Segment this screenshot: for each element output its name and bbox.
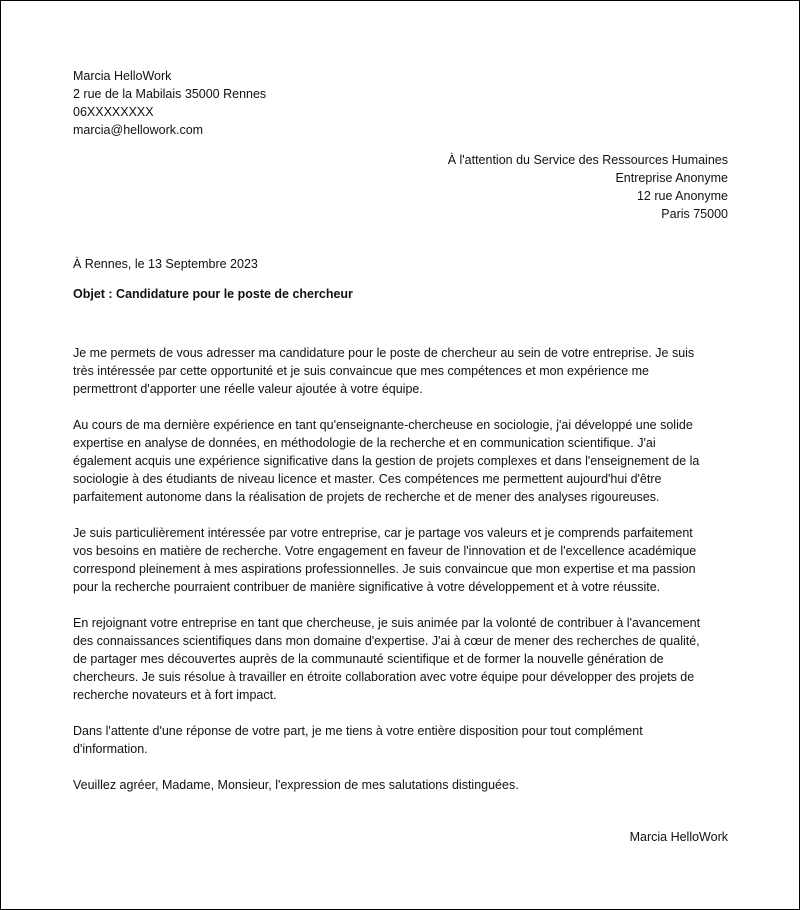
letter-body	[73, 344, 723, 812]
paragraph-line: recherche novateurs et à fort impact.	[73, 688, 277, 702]
sender-block	[73, 67, 266, 139]
paragraph-line: d'information.	[73, 742, 148, 756]
sender-phone: 06XXXXXXXX	[73, 105, 154, 119]
paragraph-line: Je suis particulièrement intéressée par votre entreprise, car je partage vos valeurs et je comprends parfaitement	[73, 526, 693, 540]
body-paragraph	[73, 722, 723, 758]
paragraph-line: Je me permets de vous adresser ma candidature pour le poste de chercheur au sein de votre entreprise. Je suis	[73, 346, 695, 360]
recipient-city: Paris 75000	[661, 207, 728, 221]
recipient-street: 12 rue Anonyme	[636, 189, 728, 203]
recipient-attention: À l'attention du Service des Ressources Humaines	[447, 153, 728, 167]
paragraph-line: permettront d'apporter une réelle valeur ajoutée à votre équipe.	[73, 382, 423, 396]
paragraph-line: des connaissances scientifiques dans mon domaine d'expertise. J'ai à cœur de mener des recherches de qualité,	[73, 634, 700, 648]
body-paragraph	[73, 776, 723, 794]
paragraph-line: vos besoins en matière de recherche. Votre engagement en faveur de l'innovation et de l'excellence académique	[73, 544, 697, 558]
sender-name: Marcia HelloWork	[73, 69, 172, 83]
paragraph-line: sociologie à des étudiants de niveau licence et master. Ces compétences me permettent aujourd'hui d'être	[73, 472, 662, 486]
signature: Marcia HelloWork	[629, 830, 728, 844]
body-paragraph	[73, 614, 723, 704]
body-paragraph	[73, 524, 723, 596]
date-line: À Rennes, le 13 Septembre 2023	[73, 257, 258, 271]
paragraph-line: de partager mes découvertes auprès de la communauté scientifique et de former la nouvelle génération de	[73, 652, 664, 666]
paragraph-line: En rejoignant votre entreprise en tant que chercheuse, je suis animée par la volonté de contribuer à l'avancement	[73, 616, 701, 630]
body-paragraph	[73, 344, 723, 398]
subject-line: Objet : Candidature pour le poste de chercheur	[73, 287, 353, 301]
paragraph-line: parfaitement autonome dans la réalisation de projets de recherche et de mener des analyses rigoureuses.	[73, 490, 660, 504]
paragraph-line: également acquis une expérience significative dans la gestion de projets complexes et dans l'enseignement de la	[73, 454, 700, 468]
sender-email: marcia@hellowork.com	[73, 123, 204, 137]
paragraph-line: correspond pleinement à mes aspirations professionnelles. Je suis convaincue que mon expertise et ma passion	[73, 562, 696, 576]
recipient-block	[448, 151, 728, 223]
paragraph-line: très intéressée par cette opportunité et je suis convaincue que mes compétences et mon expérience me	[73, 364, 650, 378]
recipient-company: Entreprise Anonyme	[615, 171, 728, 185]
paragraph-line: Dans l'attente d'une réponse de votre part, je me tiens à votre entière disposition pour tout complément	[73, 724, 643, 738]
paragraph-line: pour la recherche pourraient contribuer de manière significative à votre développement et à votre réussite.	[73, 580, 661, 594]
paragraph-line: expertise en analyse de données, en méthodologie de la recherche et en communication scientifique. J'ai	[73, 436, 656, 450]
sender-address: 2 rue de la Mabilais 35000 Rennes	[73, 87, 267, 101]
paragraph-line: Veuillez agréer, Madame, Monsieur, l'expression de mes salutations distinguées.	[73, 778, 519, 792]
paragraph-line: Au cours de ma dernière expérience en tant qu'enseignante-chercheuse en sociologie, j'ai développé une solide	[73, 418, 693, 432]
body-paragraph	[73, 416, 723, 506]
paragraph-line: chercheurs. Je suis résolue à travailler en étroite collaboration avec votre équipe pour développer des projets de	[73, 670, 695, 684]
